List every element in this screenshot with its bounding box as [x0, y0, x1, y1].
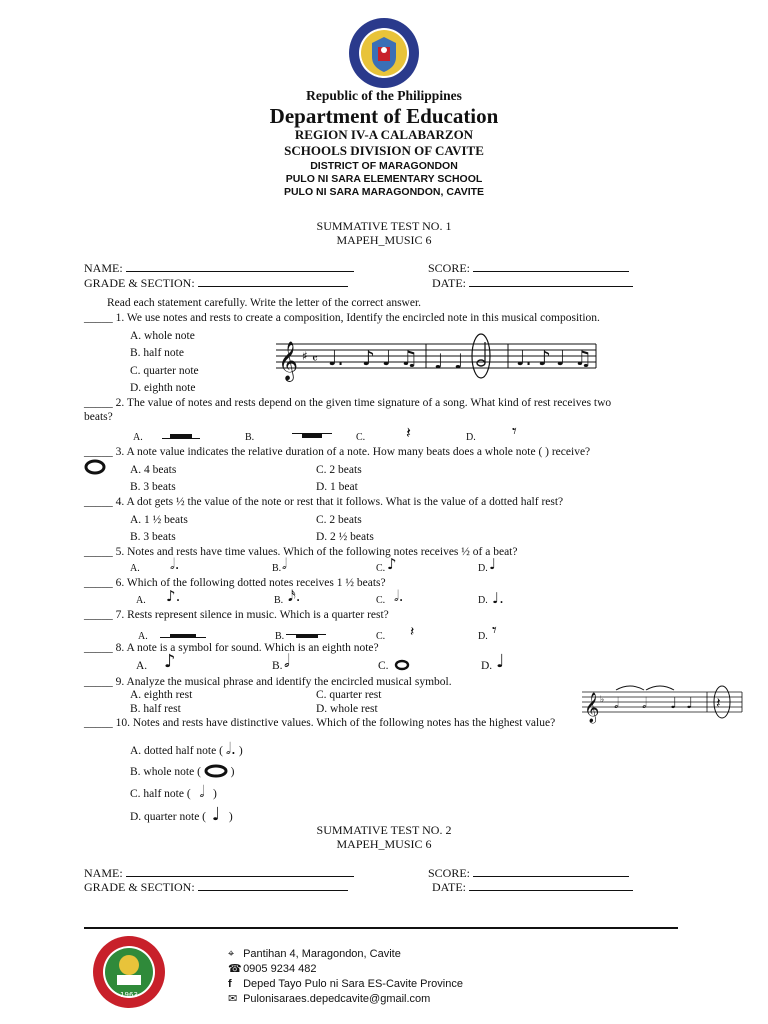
- eighth-rest-icon: 𝄾: [492, 620, 497, 641]
- svg-text:𝅗𝅥: 𝅗𝅥: [614, 694, 619, 712]
- svg-text:♩: ♩: [454, 349, 464, 373]
- quarter-rest-icon: 𝄽: [406, 423, 411, 442]
- footer-phone: ☎ 0905 9234 482: [228, 963, 317, 975]
- test2-grade-section-field[interactable]: GRADE & SECTION:: [84, 881, 348, 894]
- q8-option-d[interactable]: D.: [481, 660, 493, 672]
- q1-option-d[interactable]: D. eighth note: [130, 382, 196, 394]
- eighth-rest-icon: 𝄾: [512, 421, 517, 442]
- eighth-note-icon: ♪: [387, 555, 397, 573]
- q9-option-a[interactable]: A. eighth rest: [130, 689, 193, 701]
- staff-line-icon: [286, 634, 326, 635]
- whole-note-icon: [84, 459, 106, 475]
- q3-option-a[interactable]: A. 4 beats: [130, 464, 177, 476]
- svg-text:♪: ♪: [362, 346, 375, 370]
- q2-option-a[interactable]: A.: [133, 432, 143, 443]
- staff-line-icon: [292, 433, 332, 434]
- svg-text:𝄽: 𝄽: [716, 694, 721, 712]
- q3-option-b[interactable]: B. 3 beats: [130, 481, 176, 493]
- footer-facebook[interactable]: f Deped Tayo Pulo ni Sara ES-Cavite Province: [228, 978, 463, 990]
- q6-option-a[interactable]: A.: [136, 595, 146, 606]
- svg-text:♩: ♩: [686, 694, 694, 712]
- dotted-half-note-icon: 𝅗𝅥.: [394, 587, 404, 605]
- q9-option-b[interactable]: B. half rest: [130, 703, 181, 715]
- footer-divider: [84, 927, 678, 929]
- svg-text:♫: ♫: [574, 346, 592, 370]
- test2-score-field[interactable]: SCORE:: [428, 867, 629, 880]
- question-2-cont: beats?: [84, 411, 113, 423]
- question-2: _____ 2. The value of notes and rests depend on the given time signature of a song. What kind of rest receives two: [84, 397, 612, 409]
- svg-text:♪: ♪: [538, 346, 551, 370]
- name-field[interactable]: NAME:: [84, 262, 354, 275]
- q9-option-c[interactable]: C. quarter rest: [316, 689, 382, 701]
- department-title: Department of Education: [269, 104, 499, 128]
- q7-option-a[interactable]: A.: [138, 631, 148, 642]
- republic: Republic of the Philippines: [306, 88, 462, 103]
- question-8: _____ 8. A note is a symbol for sound. Which is an eighth note?: [84, 642, 379, 654]
- q9-music-phrase: [582, 680, 744, 726]
- q1-option-b[interactable]: B. half note: [130, 347, 184, 359]
- q8-option-b[interactable]: B.: [272, 660, 283, 672]
- school-name: PULO NI SARA ELEMENTARY SCHOOL: [285, 173, 483, 185]
- q3-option-c[interactable]: C. 2 beats: [316, 464, 362, 476]
- q4-option-c[interactable]: C. 2 beats: [316, 514, 362, 526]
- q7-option-c[interactable]: C.: [376, 631, 386, 642]
- school-logo-year: 1963: [120, 991, 138, 999]
- svg-text:♩.: ♩.: [516, 346, 532, 370]
- q8-option-a[interactable]: A.: [136, 660, 148, 672]
- footer-email[interactable]: ✉ Pulonisaraes.depedcavite@gmail.com: [228, 993, 431, 1005]
- q6-option-b[interactable]: B.: [274, 595, 284, 606]
- envelope-icon: ✉: [228, 993, 238, 1005]
- test2-subject: MAPEH_MUSIC 6: [336, 837, 432, 851]
- test2-name-field[interactable]: NAME:: [84, 867, 354, 880]
- test1-subject: MAPEH_MUSIC 6: [336, 233, 432, 247]
- q10-option-b[interactable]: B. whole note ( ): [130, 766, 235, 778]
- q1-music-staff: [276, 332, 600, 382]
- school-address: PULO NI SARA MARAGONDON, CAVITE: [283, 186, 485, 198]
- q7-option-d[interactable]: D.: [478, 631, 488, 642]
- svg-text:♩: ♩: [434, 349, 444, 373]
- half-note-icon: 𝅗𝅥: [284, 651, 290, 672]
- svg-text:𝄞: 𝄞: [584, 693, 600, 723]
- question-7: _____ 7. Rests represent silence in music. Which is a quarter rest?: [84, 609, 389, 621]
- question-5: _____ 5. Notes and rests have time values. Which of the following notes receives ½ of a beat?: [84, 546, 518, 558]
- whole-note-icon: [204, 764, 228, 778]
- deped-seal: [348, 17, 420, 89]
- q7-option-b[interactable]: B.: [275, 631, 285, 642]
- q8-option-c[interactable]: C.: [378, 660, 389, 672]
- district: DISTRICT OF MARAGONDON: [310, 160, 458, 172]
- half-note-icon: 𝅗𝅥: [199, 782, 205, 801]
- q5-option-b[interactable]: B.: [272, 563, 282, 574]
- score-field[interactable]: SCORE:: [428, 262, 629, 275]
- location-pin-icon: ⌖: [228, 948, 235, 960]
- eighth-note-icon: ♪: [164, 651, 176, 672]
- q10-option-a[interactable]: A. dotted half note ( 𝅗𝅥. ): [130, 739, 243, 758]
- date-field[interactable]: DATE:: [432, 277, 633, 290]
- svg-text:♩: ♩: [556, 346, 566, 370]
- q5-option-d[interactable]: D.: [478, 563, 488, 574]
- dotted-eighth-note-icon: ♪.: [166, 587, 181, 605]
- dotted-sixteenth-note-icon: 𝅘𝅥𝅯.: [288, 587, 301, 605]
- q4-option-b[interactable]: B. 3 beats: [130, 531, 176, 543]
- q6-option-c[interactable]: C.: [376, 595, 386, 606]
- svg-text:𝄴: 𝄴: [312, 352, 318, 367]
- quarter-rest-icon: 𝄽: [410, 624, 415, 640]
- test2-date-field[interactable]: DATE:: [432, 881, 633, 894]
- instructions: Read each statement carefully. Write the letter of the correct answer.: [107, 297, 422, 309]
- q10-option-d[interactable]: D. quarter note ( ♩ ): [130, 804, 233, 825]
- q5-option-a[interactable]: A.: [130, 563, 140, 574]
- dotted-half-note-icon: 𝅗𝅥.: [170, 555, 180, 573]
- svg-text:♩: ♩: [670, 694, 678, 712]
- question-6: _____ 6. Which of the following dotted notes receives 1 ½ beats?: [84, 577, 386, 589]
- test2-title: SUMMATIVE TEST NO. 2: [316, 823, 452, 837]
- question-9: _____ 9. Analyze the musical phrase and identify the encircled musical symbol.: [84, 676, 452, 688]
- quarter-note-icon: ♩: [489, 555, 497, 573]
- test1-title: SUMMATIVE TEST NO. 1: [316, 219, 452, 233]
- dotted-quarter-note-icon: ♩.: [492, 589, 504, 607]
- svg-text:𝄞: 𝄞: [278, 341, 299, 381]
- q9-option-d[interactable]: D. whole rest: [316, 703, 378, 715]
- question-4: _____ 4. A dot gets ½ the value of the note or rest that it follows. What is the value of a dotted half rest?: [84, 496, 564, 508]
- half-note-icon: 𝅗𝅥: [282, 555, 287, 573]
- q6-option-d[interactable]: D.: [478, 595, 488, 606]
- staff-line-icon: [162, 438, 200, 439]
- q1-option-c[interactable]: C. quarter note: [130, 365, 199, 377]
- school-logo: [92, 935, 166, 1009]
- region: REGION IV-A CALABARZON: [294, 127, 474, 142]
- q4-option-a[interactable]: A. 1 ½ beats: [130, 514, 188, 526]
- facebook-icon: f: [228, 978, 232, 990]
- svg-text:♩: ♩: [382, 346, 392, 370]
- question-10: _____ 10. Notes and rests have distinctive values. Which of the following notes has the highest value?: [84, 717, 556, 729]
- q5-option-c[interactable]: C.: [376, 563, 386, 574]
- grade-section-field[interactable]: GRADE & SECTION:: [84, 277, 348, 290]
- svg-text:♯: ♯: [302, 349, 308, 363]
- division: SCHOOLS DIVISION OF CAVITE: [284, 143, 484, 158]
- svg-text:♭: ♭: [600, 695, 605, 705]
- svg-text:𝅗𝅥: 𝅗𝅥: [642, 694, 647, 712]
- staff-line-icon: [160, 637, 206, 638]
- question-1: _____ 1. We use notes and rests to create a composition, Identify the encircled note in this musical composition.: [84, 312, 600, 324]
- q2-option-c[interactable]: C.: [356, 432, 366, 443]
- question-3: _____ 3. A note value indicates the relative duration of a note. How many beats does a whole note ( ) receive?: [84, 446, 591, 458]
- whole-note-icon: [394, 659, 410, 671]
- quarter-note-icon: ♩: [211, 804, 221, 825]
- svg-text:♫: ♫: [400, 346, 418, 370]
- svg-text:♩.: ♩.: [328, 346, 344, 370]
- footer-address: ⌖ Pantihan 4, Maragondon, Cavite: [228, 948, 401, 960]
- q10-option-c[interactable]: C. half note ( 𝅗𝅥 ): [130, 782, 217, 801]
- dotted-half-note-icon: 𝅗𝅥.: [225, 739, 236, 758]
- q1-option-a[interactable]: A. whole note: [130, 330, 195, 342]
- q2-option-d[interactable]: D.: [466, 432, 476, 443]
- phone-icon: ☎: [228, 963, 242, 975]
- q2-option-b[interactable]: B.: [245, 432, 255, 443]
- quarter-note-icon: ♩: [496, 651, 505, 672]
- q3-option-d[interactable]: D. 1 beat: [316, 481, 358, 493]
- q4-option-d[interactable]: D. 2 ½ beats: [316, 531, 374, 543]
